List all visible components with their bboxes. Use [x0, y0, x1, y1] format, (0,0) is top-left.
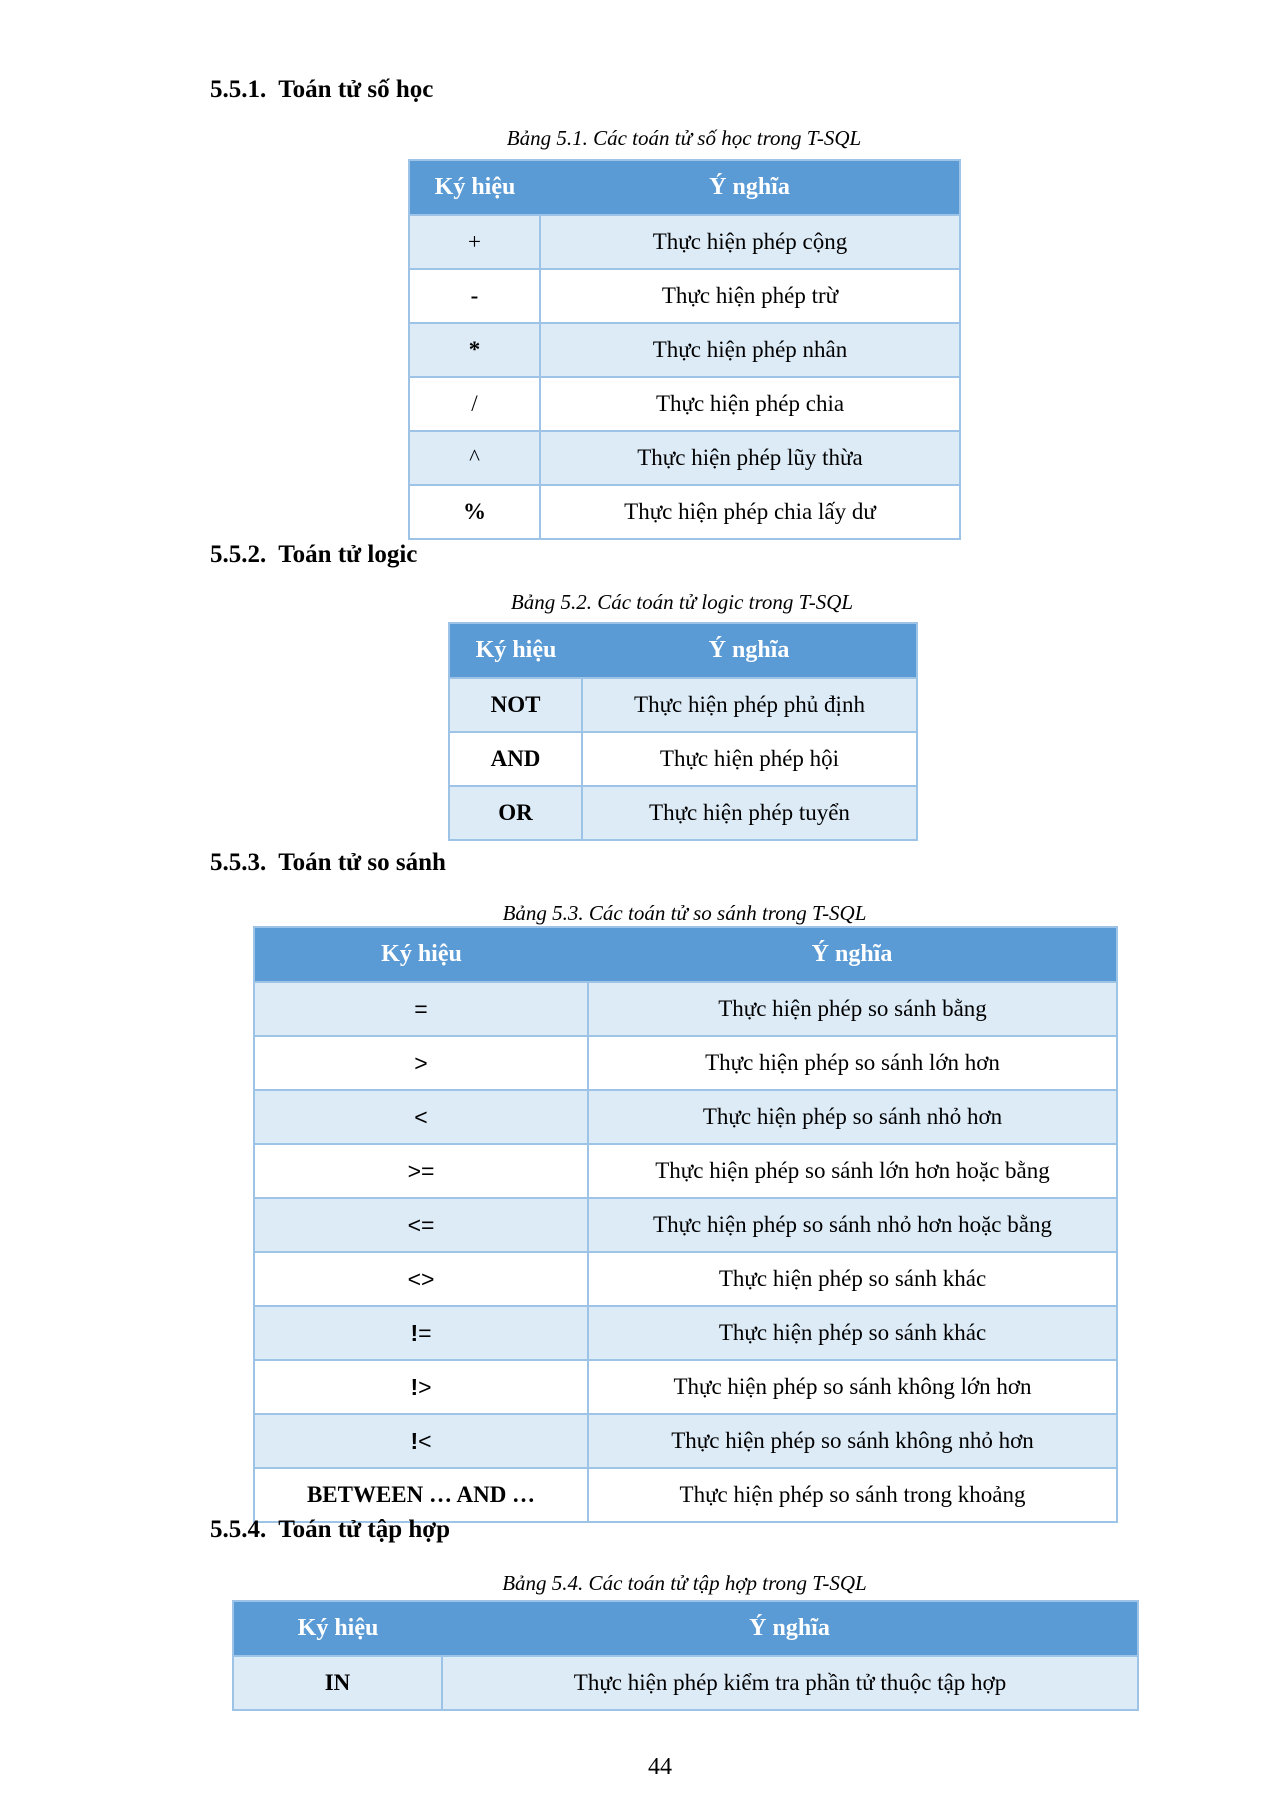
table-row — [409, 215, 960, 269]
set-operators-table — [232, 1600, 1139, 1711]
table-caption-comparison: Bảng 5.3. Các toán tử so sánh trong T-SQL — [502, 901, 867, 925]
meaning-cell: Thực hiện phép cộng — [540, 215, 960, 269]
symbol-cell: AND — [449, 732, 582, 786]
table-row — [409, 431, 960, 485]
section-heading-comparison: 5.5.3. Toán tử so sánh — [210, 849, 446, 876]
table-row — [254, 1306, 1117, 1360]
symbol-cell: * — [409, 323, 540, 377]
symbol-cell: - — [409, 269, 540, 323]
symbol-cell: <= — [254, 1198, 588, 1252]
table-caption-set: Bảng 5.4. Các toán tử tập hợp trong T-SQL — [502, 1571, 867, 1595]
column-header-symbol: Ký hiệu — [449, 623, 582, 678]
page-number: 44 — [648, 1754, 672, 1780]
table-row — [254, 1198, 1117, 1252]
meaning-cell: Thực hiện phép so sánh không lớn hơn — [588, 1360, 1117, 1414]
symbol-cell: >= — [254, 1144, 588, 1198]
meaning-cell: Thực hiện phép so sánh nhỏ hơn hoặc bằng — [588, 1198, 1117, 1252]
table-caption-logic: Bảng 5.2. Các toán tử logic trong T-SQL — [510, 590, 854, 614]
meaning-cell: Thực hiện phép so sánh lớn hơn hoặc bằng — [588, 1144, 1117, 1198]
meaning-cell: Thực hiện phép so sánh bằng — [588, 982, 1117, 1036]
symbol-cell: / — [409, 377, 540, 431]
meaning-cell: Thực hiện phép so sánh trong khoảng — [588, 1468, 1117, 1522]
table-header-row — [449, 623, 917, 678]
symbol-cell: NOT — [449, 678, 582, 732]
symbol-cell: != — [254, 1306, 588, 1360]
meaning-cell: Thực hiện phép so sánh khác — [588, 1306, 1117, 1360]
meaning-cell: Thực hiện phép phủ định — [582, 678, 917, 732]
table-row — [449, 732, 917, 786]
meaning-cell: Thực hiện phép chia — [540, 377, 960, 431]
table-row — [409, 377, 960, 431]
meaning-cell: Thực hiện phép chia lấy dư — [540, 485, 960, 539]
table-row — [254, 1360, 1117, 1414]
meaning-cell: Thực hiện phép lũy thừa — [540, 431, 960, 485]
symbol-cell: BETWEEN … AND … — [254, 1468, 588, 1522]
table-row — [409, 485, 960, 539]
table-row — [254, 1144, 1117, 1198]
arithmetic-operators-table — [408, 159, 961, 540]
symbol-cell: + — [409, 215, 540, 269]
meaning-cell: Thực hiện phép so sánh nhỏ hơn — [588, 1090, 1117, 1144]
table-row — [254, 1468, 1117, 1522]
column-header-symbol: Ký hiệu — [254, 927, 588, 982]
table-row — [449, 678, 917, 732]
column-header-meaning: Ý nghĩa — [588, 927, 1117, 982]
symbol-cell: IN — [233, 1656, 442, 1710]
exclamation-glyph: ! — [410, 1427, 419, 1454]
exclamation-glyph: ! — [410, 1319, 419, 1346]
meaning-cell: Thực hiện phép so sánh khác — [588, 1252, 1117, 1306]
symbol-cell: > — [254, 1036, 588, 1090]
table-row — [254, 1090, 1117, 1144]
column-header-meaning: Ý nghĩa — [442, 1601, 1138, 1656]
meaning-cell: Thực hiện phép so sánh lớn hơn — [588, 1036, 1117, 1090]
column-header-symbol: Ký hiệu — [409, 160, 540, 215]
section-heading-arithmetic: 5.5.1. Toán tử số học — [210, 76, 434, 103]
column-header-symbol: Ký hiệu — [233, 1601, 442, 1656]
table-row — [409, 323, 960, 377]
symbol-cell: < — [254, 1090, 588, 1144]
table-row — [409, 269, 960, 323]
meaning-cell: Thực hiện phép hội — [582, 732, 917, 786]
table-row — [233, 1656, 1138, 1710]
symbol-cell: <> — [254, 1252, 588, 1306]
meaning-cell: Thực hiện phép kiểm tra phần tử thuộc tập hợp — [442, 1656, 1138, 1710]
section-heading-logic: 5.5.2. Toán tử logic — [210, 541, 418, 568]
table-header-row — [233, 1601, 1138, 1656]
column-header-meaning: Ý nghĩa — [540, 160, 960, 215]
table-header-row — [254, 927, 1117, 982]
comparison-operators-table — [253, 926, 1118, 1523]
exclamation-glyph: ! — [410, 1373, 419, 1400]
table-caption-arithmetic: Bảng 5.1. Các toán tử số học trong T-SQL — [506, 126, 862, 150]
symbol-cell: % — [409, 485, 540, 539]
symbol-cell: = — [254, 982, 588, 1036]
table-row — [254, 982, 1117, 1036]
meaning-cell: Thực hiện phép tuyển — [582, 786, 917, 840]
meaning-cell: Thực hiện phép trừ — [540, 269, 960, 323]
table-row — [254, 1414, 1117, 1468]
table-header-row — [409, 160, 960, 215]
symbol-cell: ^ — [409, 431, 540, 485]
table-row — [449, 786, 917, 840]
table-row — [254, 1252, 1117, 1306]
table-row — [254, 1036, 1117, 1090]
meaning-cell: Thực hiện phép nhân — [540, 323, 960, 377]
symbol-cell: !< — [254, 1414, 588, 1468]
column-header-meaning: Ý nghĩa — [582, 623, 917, 678]
section-heading-set: 5.5.4. Toán tử tập hợp — [210, 1516, 451, 1543]
meaning-cell: Thực hiện phép so sánh không nhỏ hơn — [588, 1414, 1117, 1468]
logic-operators-table — [448, 622, 918, 841]
symbol-cell: OR — [449, 786, 582, 840]
symbol-cell: !> — [254, 1360, 588, 1414]
